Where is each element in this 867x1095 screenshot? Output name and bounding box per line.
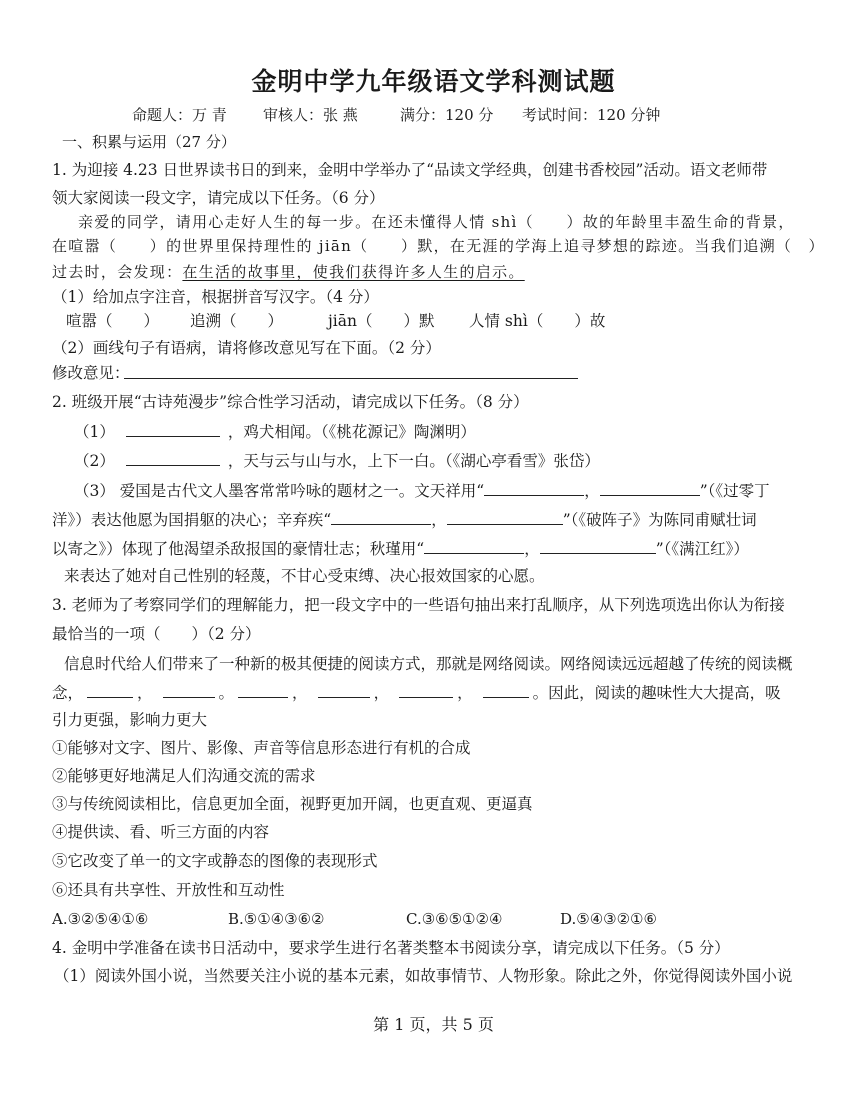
revise-answer-line[interactable] bbox=[124, 378, 578, 379]
q2-p3-line1-text: （3） 爱国是古代文人墨客常常吟咏的题材之一。文天祥用“ bbox=[74, 482, 485, 500]
q3-para-line1: 信息时代给人们带来了一种新的极其便捷的阅读方式，那就是网络阅读。网络阅读远远超越了传统的阅读概 bbox=[64, 655, 793, 673]
q1-stem-line1: 1. 为迎接 4.23 日世界读书日的到来，金明中学举办了“品读文学经典，创建书香校园”活动。语文老师带 bbox=[52, 161, 768, 179]
option-d[interactable]: D.⑤④③②①⑥ bbox=[560, 910, 657, 928]
q1-sub2: （2）画线句子有语病，请将修改意见写在下面。（2 分） bbox=[52, 339, 441, 357]
q2-p2-text: ，天与云与山与水，上下一白。（《湖心亭看雪》张岱） bbox=[227, 452, 600, 470]
q2-p3-comma2: ， bbox=[431, 511, 447, 529]
q3-sep3: ， bbox=[373, 684, 390, 702]
q3-dot: 。 bbox=[218, 684, 235, 702]
q2-p1-num: （1） bbox=[74, 423, 115, 441]
q1-fill-c[interactable]: jiān（ ）默 bbox=[328, 312, 435, 330]
q3-item-2: ②能够更好地满足人们沟通交流的需求 bbox=[52, 767, 316, 785]
q2-p3-blank6[interactable] bbox=[540, 539, 656, 554]
reviewer-label: 审核人：张 燕 bbox=[263, 106, 358, 124]
page-footer: 第 1 页，共 5 页 bbox=[373, 1015, 494, 1034]
q1-passage-line3 bbox=[52, 262, 525, 282]
q3-blank6[interactable] bbox=[483, 683, 529, 698]
q3-blank2[interactable] bbox=[163, 683, 215, 698]
q3-blank4[interactable] bbox=[318, 683, 370, 698]
q2-p3-line3 bbox=[52, 539, 749, 559]
q3-item-3: ③与传统阅读相比，信息更加全面，视野更加开阔，也更直观、更逼真 bbox=[52, 795, 533, 813]
q2-p3-line3-text: 以寄之》）体现了他渴望杀敌报国的豪情壮志；秋瑾用“ bbox=[52, 540, 425, 558]
q1-passage-line1: 亲爱的同学，请用心走好人生的每一步。在还未懂得人情 shì（ ）故的年龄里丰盈生命的背景， bbox=[78, 213, 795, 231]
q1-stem-line2: 领大家阅读一段文字，请完成以下任务。（6 分） bbox=[52, 189, 385, 207]
q2-p3-line2 bbox=[52, 510, 757, 530]
q1-sub1: （1）给加点字注音，根据拼音写汉字。（4 分） bbox=[52, 288, 379, 306]
q2-p3-comma3: ， bbox=[524, 540, 540, 558]
q2-p3-blank3[interactable] bbox=[331, 510, 431, 525]
q3-para-line3: 引力更强，影响力更大 bbox=[52, 711, 208, 729]
passage-prefix: 过去时，会发现： bbox=[52, 263, 183, 281]
q3-stem-line2: 最恰当的一项（ ）（2 分） bbox=[52, 625, 261, 643]
option-b[interactable]: B.⑤①④③⑥② bbox=[228, 910, 325, 928]
q2-p3-blank4[interactable] bbox=[447, 510, 563, 525]
q3-para2-start: 念， bbox=[52, 684, 84, 702]
q2-p3-blank1[interactable] bbox=[484, 481, 584, 496]
q2-p1-text: ，鸡犬相闻。（《桃花源记》陶渊明） bbox=[227, 423, 476, 441]
q1-passage-line2: 在喧嚣（ ）的世界里保持理性的 jiān（ ）默，在无涯的学海上追寻梦想的踪迹。当我们追溯（ ） bbox=[52, 237, 825, 255]
q2-p2-num: （2） bbox=[74, 452, 115, 470]
revise-label: 修改意见： bbox=[52, 364, 130, 382]
q2-p3-line3-tail: ”（《满江红》） bbox=[655, 540, 749, 558]
q2-p3-line4: 来表达了她对自己性别的轻蔑，不甘心受束缚、决心报效国家的心愿。 bbox=[64, 567, 545, 585]
q3-blank5[interactable] bbox=[399, 683, 453, 698]
q2-p1-blank[interactable] bbox=[126, 422, 220, 437]
q3-item-6: ⑥还具有共享性、开放性和互动性 bbox=[52, 881, 285, 899]
q3-blank1[interactable] bbox=[87, 683, 133, 698]
q1-fill-a[interactable]: 喧嚣（ ） bbox=[66, 312, 160, 330]
q2-p3-line2-text: 洋》）表达他愿为国捐躯的决心；辛弃疾“ bbox=[52, 511, 332, 529]
q2-p3-blank2[interactable] bbox=[600, 481, 700, 496]
q3-options bbox=[0, 910, 867, 932]
exam-time-label: 考试时间：120 分钟 bbox=[522, 106, 661, 124]
q2-p3-comma1: ， bbox=[584, 482, 600, 500]
q3-blank3[interactable] bbox=[238, 683, 288, 698]
q2-p1 bbox=[74, 422, 476, 442]
q3-item-5: ⑤它改变了单一的文字或静态的图像的表现形式 bbox=[52, 852, 378, 870]
q4-sub1: （1）阅读外国小说，当然要关注小说的基本元素，如故事情节、人物形象。除此之外，你觉得阅读外国小说 bbox=[54, 967, 793, 985]
q4-stem: 4. 金明中学准备在读书日活动中，要求学生进行名著类整本书阅读分享，请完成以下任务。（5 分） bbox=[52, 939, 730, 957]
q2-p3-line1-tail: ”（《过零丁 bbox=[699, 482, 770, 500]
q2-stem: 2. 班级开展“古诗苑漫步”综合性学习活动，请完成以下任务。（8 分） bbox=[52, 393, 529, 411]
q2-p3-blank5[interactable] bbox=[424, 539, 524, 554]
q3-sep2: ， bbox=[292, 684, 308, 702]
underlined-sentence: 在生活的故事里，使我们获得许多人生的启示。 bbox=[182, 263, 525, 281]
q1-fill-b[interactable]: 追溯（ ） bbox=[190, 312, 284, 330]
q3-sep1: ， bbox=[137, 684, 153, 702]
section-heading: 一、积累与运用（27 分） bbox=[62, 133, 236, 151]
q3-para-line2 bbox=[52, 683, 781, 703]
q3-para2-end: 。因此，阅读的趣味性大大提高，吸 bbox=[532, 684, 781, 702]
q3-item-1: ①能够对文字、图片、影像、声音等信息形态进行有机的合成 bbox=[52, 739, 471, 757]
option-a[interactable]: A.③②⑤④①⑥ bbox=[52, 910, 149, 928]
full-score-label: 满分：120 分 bbox=[400, 106, 494, 124]
q2-p2 bbox=[74, 451, 600, 471]
q3-sep4: ， bbox=[457, 684, 473, 702]
q2-p2-blank[interactable] bbox=[126, 451, 220, 466]
author-label: 命题人：万 青 bbox=[132, 106, 227, 124]
q2-p3-line1 bbox=[74, 481, 770, 501]
q2-p3-line2-tail: ”（《破阵子》为陈同甫赋壮词 bbox=[562, 511, 757, 529]
q3-stem-line1: 3. 老师为了考察同学们的理解能力，把一段文字中的一些语句抽出来打乱顺序，从下列选项选出你认为衔接 bbox=[52, 596, 785, 614]
exam-title: 金明中学九年级语文学科测试题 bbox=[251, 67, 616, 96]
option-c[interactable]: C.③⑥⑤①②④ bbox=[406, 910, 503, 928]
q3-item-4: ④提供读、看、听三方面的内容 bbox=[52, 823, 270, 841]
q1-fill-d[interactable]: 人情 shì（ ）故 bbox=[469, 312, 606, 330]
